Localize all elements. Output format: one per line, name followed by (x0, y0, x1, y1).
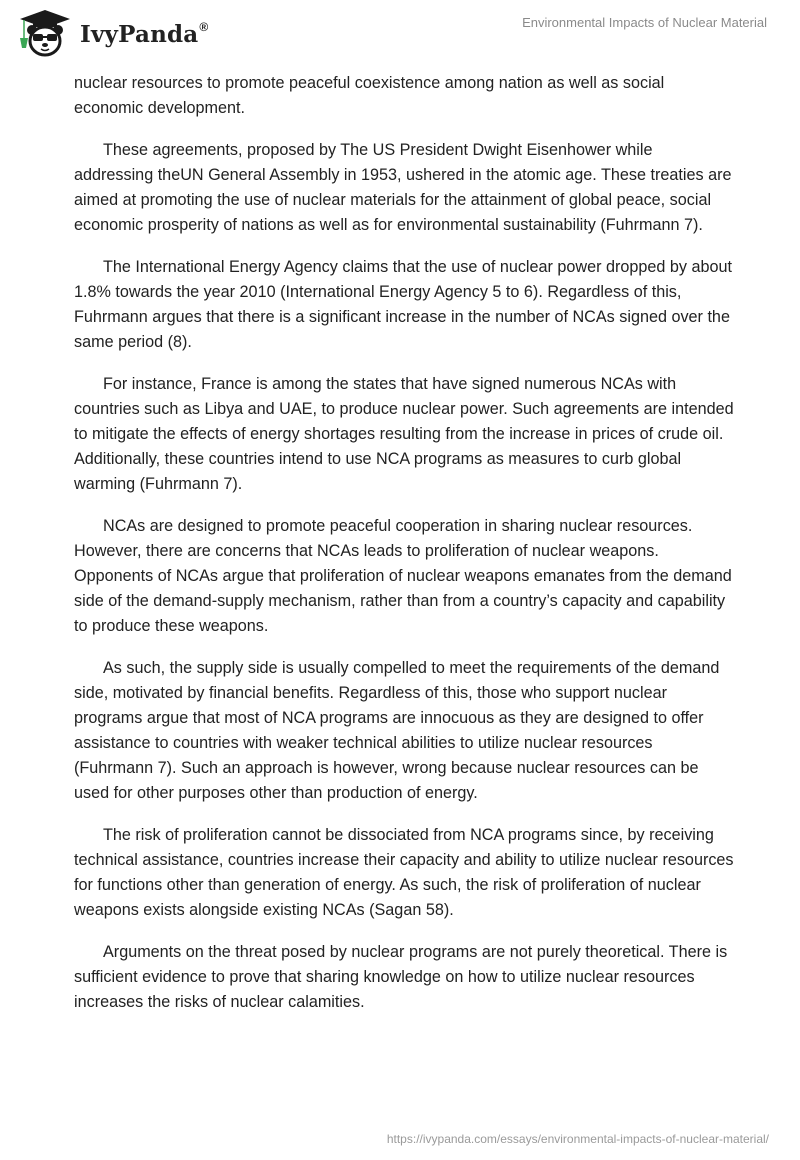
document-title: Environmental Impacts of Nuclear Material (522, 15, 767, 30)
paragraph: NCAs are designed to promote peaceful cooperation in sharing nuclear resources. However, there are concerns that NCAs leads to proliferation of nuclear weapons. Opponents of NCAs argue that proliferation of nuclear weapons emanates from the demand side of the demand-supply mechanism, rather than from a country’s capacity and capability to produce these weapons. (74, 517, 732, 635)
paragraph: These agreements, proposed by The US President Dwight Eisenhower while addressing theUN General Assembly in 1953, ushered in the atomic age. These treaties are aimed at promoting the use of nuclear materials for the attainment of global peace, social economic prosperity of nations as well as for environmental sustainability (Fuhrmann 7). (74, 141, 732, 234)
registered-mark: ® (199, 19, 209, 34)
paragraph: For instance, France is among the states that have signed numerous NCAs with countries such as Libya and UAE, to produce nuclear power. Such agreements are intended to mitigate the effects of energy shortages resulting from the increase in prices of crude oil. Additionally, these countries intend to use NCA programs as measures to curb global warming (Fuhrmann 7). (74, 375, 734, 493)
paragraph: nuclear resources to promote peaceful coexistence among nation as well as social economic development. (74, 74, 665, 117)
paragraph: As such, the supply side is usually compelled to meet the requirements of the demand side, motivated by financial benefits. Regardless of this, those who support nuclear programs argue that most of NCA programs are innocuous as they are designed to offer assistance to countries with weaker technical abilities to utilize nuclear resources (Fuhrmann 7). Such an approach is however, wrong because nuclear resources can be used for other purposes other than production of energy. (74, 659, 720, 802)
ivypanda-logo[interactable] (18, 8, 208, 58)
panda-graduation-cap-icon (18, 8, 72, 58)
essay-body (74, 71, 734, 1032)
paragraph: The International Energy Agency claims that the use of nuclear power dropped by about 1.8% towards the year 2010 (International Energy Agency 5 to 6). Regardless of this, Fuhrmann argues that there is a significant increase in the number of NCAs signed over the same period (8). (74, 258, 733, 351)
page-header (0, 0, 800, 60)
paragraph: Arguments on the threat posed by nuclear programs are not purely theoretical. There is sufficient evidence to prove that sharing knowledge on how to utilize nuclear resources increases the risks of nuclear calamities. (74, 943, 728, 1011)
source-url-link[interactable]: https://ivypanda.com/essays/environmental-impacts-of-nuclear-material/ (386, 1132, 769, 1146)
brand-name (80, 21, 208, 48)
brand-label: IvyPanda (80, 20, 199, 48)
paragraph: The risk of proliferation cannot be dissociated from NCA programs since, by receiving technical assistance, countries increase their capacity and ability to utilize nuclear resources for functions other than generation of energy. As such, the risk of proliferation of nuclear weapons exists alongside existing NCAs (Sagan 58). (74, 826, 734, 919)
